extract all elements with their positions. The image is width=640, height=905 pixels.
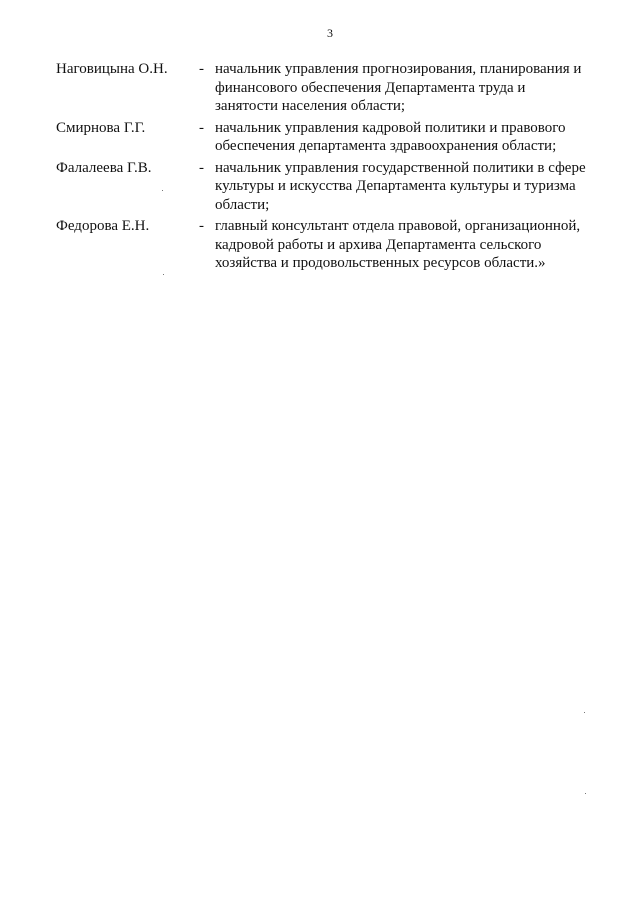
member-position: начальник управления кадровой политики и правового обеспечения департамента здравоохранения области; [215,119,566,154]
member-entry [56,217,596,273]
dash-separator: - [199,61,204,77]
member-entry [56,119,596,156]
scan-speck [163,274,164,275]
member-name: Федорова Е.Н. [56,218,150,234]
member-name: Смирнова Г.Г. [56,119,146,136]
page-number: 3 [327,26,333,40]
scan-speck [584,712,585,713]
scan-speck [162,190,163,191]
member-name: Фалалеева Г.В. [56,159,152,176]
member-position: начальник управления государственной политики в сфере культуры и искусства Департамента культуры и туризма области; [215,159,586,213]
member-entry [56,159,596,215]
member-name: Наговицына О.Н. [56,61,168,77]
member-position: начальник управления прогнозирования, планирования и финансового обеспечения Департамента труда и занятости населения области; [215,61,582,114]
dash-separator: - [199,218,204,234]
dash-separator: - [199,159,204,176]
member-position: главный консультант отдела правовой, организационной, кадровой работы и архива Департамента сельского хозяйства и продовольственных ресурсов области.» [215,218,581,271]
member-list [56,60,596,276]
member-entry [56,60,596,116]
scan-speck [585,793,586,794]
dash-separator: - [199,119,204,136]
